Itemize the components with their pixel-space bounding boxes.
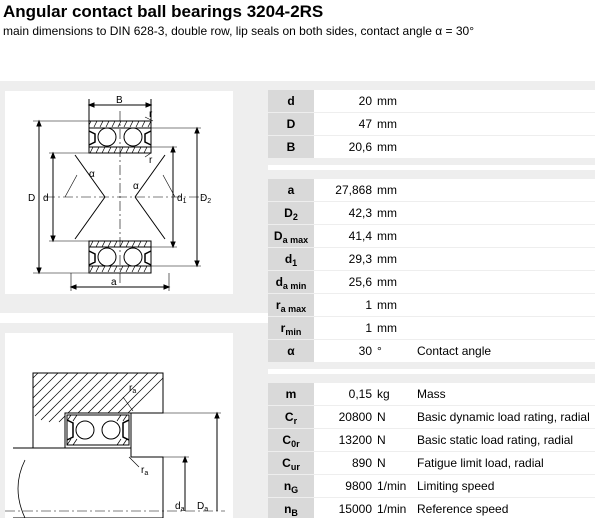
spec-description: Mass <box>410 383 595 405</box>
spec-unit: mm <box>374 271 410 293</box>
spec-value: 20,6 <box>314 136 374 158</box>
spec-row <box>268 179 595 202</box>
spec-description <box>410 271 595 293</box>
spec-row <box>268 452 595 475</box>
cross-section-drawing <box>5 91 233 294</box>
label-ra-top: $r_a$ <box>129 383 137 395</box>
spec-value: 29,3 <box>314 248 374 270</box>
spec-unit: mm <box>374 317 410 339</box>
spec-row <box>268 113 595 136</box>
spec-value: 9800 <box>314 475 374 497</box>
spec-label: α <box>268 340 314 362</box>
spec-value: 25,6 <box>314 271 374 293</box>
spec-row <box>268 317 595 340</box>
spec-description: Reference speed <box>410 498 595 518</box>
spec-label: $C_r$ <box>268 406 314 428</box>
spec-description <box>410 179 595 201</box>
spec-label: $C_{0r}$ <box>268 429 314 451</box>
spec-value: 15000 <box>314 498 374 518</box>
spec-description: Limiting speed <box>410 475 595 497</box>
spec-value: 20800 <box>314 406 374 428</box>
spec-value: 1 <box>314 317 374 339</box>
spec-value: 1 <box>314 294 374 316</box>
spec-value: 47 <box>314 113 374 135</box>
spec-description <box>410 248 595 270</box>
label-Da: $D_a$ <box>197 501 209 513</box>
label-alpha-right: α <box>133 181 139 192</box>
spec-row <box>268 429 595 452</box>
spec-unit: mm <box>374 202 410 224</box>
mounting-drawing <box>5 333 233 518</box>
spec-unit: N <box>374 429 410 451</box>
spec-value: 30 <box>314 340 374 362</box>
label-r-inner: r <box>149 155 153 166</box>
spec-description <box>410 225 595 247</box>
spec-unit: mm <box>374 248 410 270</box>
spec-label: $d_1$ <box>268 248 314 270</box>
title-main: Angular contact ball bearings 3204-2 <box>3 2 300 21</box>
spec-label: $d_{a min}$ <box>268 271 314 293</box>
spec-row <box>268 136 595 159</box>
label-alpha-left: α <box>89 169 95 180</box>
spec-label: $r_{min}$ <box>268 317 314 339</box>
spec-value: 41,4 <box>314 225 374 247</box>
spec-value: 20 <box>314 90 374 112</box>
spec-label: D <box>268 113 314 135</box>
spec-description: Basic dynamic load rating, radial <box>410 406 595 428</box>
spec-unit: mm <box>374 225 410 247</box>
spec-row <box>268 406 595 429</box>
label-D2: $D_2$ <box>200 193 212 205</box>
spec-unit: 1/min <box>374 475 410 497</box>
spec-value: 890 <box>314 452 374 474</box>
spec-label: $D_{a max}$ <box>268 225 314 247</box>
spec-description <box>410 202 595 224</box>
spec-row <box>268 271 595 294</box>
spec-value: 13200 <box>314 429 374 451</box>
spec-unit: mm <box>374 113 410 135</box>
label-da: $d_a$ <box>175 501 185 513</box>
label-d1: $d_1$ <box>177 193 187 205</box>
spec-row <box>268 383 595 406</box>
spec-label: d <box>268 90 314 112</box>
spec-description <box>410 136 595 158</box>
mounting-drawing-svg <box>5 333 233 518</box>
spec-row <box>268 225 595 248</box>
spec-value: 0,15 <box>314 383 374 405</box>
spec-row <box>268 498 595 518</box>
page-title <box>3 2 323 22</box>
spec-description: Basic static load rating, radial <box>410 429 595 451</box>
spec-row <box>268 340 595 363</box>
spec-row <box>268 475 595 498</box>
label-d: d <box>43 193 49 204</box>
spec-row <box>268 90 595 113</box>
spec-unit: mm <box>374 179 410 201</box>
spec-description: Fatigue limit load, radial <box>410 452 595 474</box>
label-D: D <box>28 193 36 204</box>
spec-label: m <box>268 383 314 405</box>
spec-label: $C_{ur}$ <box>268 452 314 474</box>
spec-description <box>410 294 595 316</box>
spec-row <box>268 202 595 225</box>
spec-label: $D_2$ <box>268 202 314 224</box>
spec-description <box>410 90 595 112</box>
spec-unit: 1/min <box>374 498 410 518</box>
spec-row <box>268 248 595 271</box>
page-subtitle: main dimensions to DIN 628-3, double row, lip seals on both sides, contact angle α = 30° <box>3 24 475 38</box>
spec-unit: N <box>374 406 410 428</box>
spec-label: $n_B$ <box>268 498 314 518</box>
label-a: a <box>111 277 117 288</box>
spec-value: 27,868 <box>314 179 374 201</box>
spec-value: 42,3 <box>314 202 374 224</box>
spec-label: B <box>268 136 314 158</box>
label-B: B <box>116 95 123 106</box>
spec-unit: ° <box>374 340 410 362</box>
spec-label: $n_G$ <box>268 475 314 497</box>
spec-row <box>268 294 595 317</box>
spec-unit: N <box>374 452 410 474</box>
title-suffix: RS <box>299 2 324 21</box>
spec-label: $r_{a max}$ <box>268 294 314 316</box>
spec-unit: mm <box>374 136 410 158</box>
spec-description <box>410 317 595 339</box>
spec-unit: mm <box>374 90 410 112</box>
spec-description: Contact angle <box>410 340 595 362</box>
label-ra-bottom: $r_a$ <box>141 465 149 477</box>
spec-label: a <box>268 179 314 201</box>
spec-unit: mm <box>374 294 410 316</box>
label-r-top: r <box>149 109 153 120</box>
spec-description <box>410 113 595 135</box>
spec-unit: kg <box>374 383 410 405</box>
bearing-cross-section-svg <box>5 91 233 294</box>
